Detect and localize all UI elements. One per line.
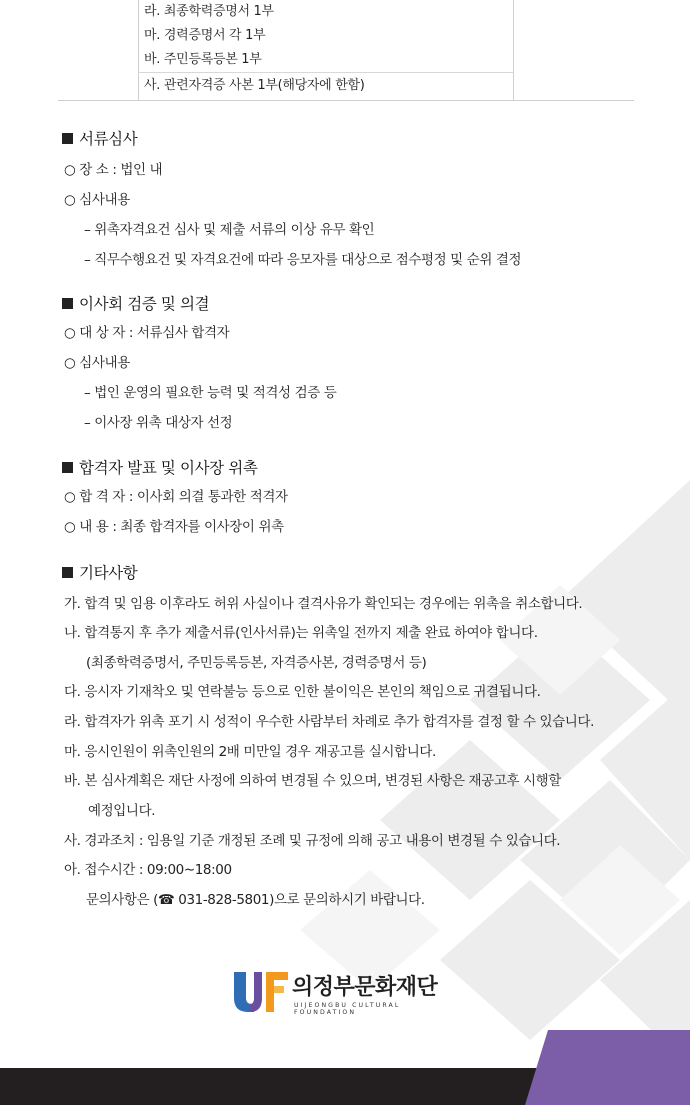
footer-bar: [0, 1068, 690, 1105]
etc-item: 나. 합격통지 후 추가 제출서류(인사서류)는 위촉일 전까지 제출 완료 하여야 합니다.: [64, 625, 538, 641]
etc-item: 바. 본 심사계획은 재단 사정에 의하여 변경될 수 있으며, 변경된 사항은 재공고후 시행할: [64, 773, 561, 789]
etc-item: 다. 응시자 기재착오 및 연락불능 등으로 인한 불이익은 본인의 책임으로 귀결됩니다.: [64, 684, 541, 700]
board-content-item: – 이사장 위촉 대상자 선정: [84, 415, 233, 431]
announce-content: ○ 내 용 : 최종 합격자를 이사장이 위촉: [64, 519, 284, 535]
announce-passers: ○ 합 격 자 : 이사회 의결 통과한 적격자: [64, 489, 288, 505]
board-content-heading: ○ 심사내용: [64, 355, 130, 371]
square-bullet-icon: [62, 462, 73, 473]
list-item: 마. 경력증명서 각 1부: [144, 28, 266, 43]
etc-item: 아. 접수시간 : 09:00∼18:00: [64, 862, 232, 878]
board-target: ○ 대 상 자 : 서류심사 합격자: [64, 325, 230, 341]
etc-item: 라. 합격자가 위촉 포기 시 성적이 우수한 사람부터 차례로 추가 합격자를 결정 할 수 있습니다.: [64, 714, 594, 730]
submission-documents-table: [58, 0, 634, 101]
foundation-english-name: UIJEONGBU CULTURAL FOUNDATION: [294, 1002, 401, 1016]
section-heading-announce: 합격자 발표 및 이사장 위촉: [62, 456, 257, 478]
foundation-logo-mark-icon: [232, 968, 290, 1014]
square-bullet-icon: [62, 298, 73, 309]
document-list-cell: [138, 0, 513, 100]
section-heading-review: 서류심사: [62, 127, 137, 149]
etc-item-note: (최종학력증명서, 주민등록등본, 자격증사본, 경력증명서 등): [86, 655, 427, 671]
foundation-name: 의정부문화재단: [292, 975, 438, 1000]
foundation-logo: [232, 968, 462, 1014]
etc-item: 사. 경과조치 : 임용일 기준 개정된 조례 및 규정에 의해 공고 내용이 변경될 수 있습니다.: [64, 833, 561, 849]
table-divider: [513, 0, 514, 100]
square-bullet-icon: [62, 567, 73, 578]
etc-item: 마. 응시인원이 위촉인원의 2배 미만일 경우 재공고를 실시합니다.: [64, 744, 436, 760]
section-heading-board: 이사회 검증 및 의결: [62, 292, 209, 314]
review-content-item: – 직무수행요건 및 자격요건에 따라 응모자를 대상으로 점수평정 및 순위 결정: [84, 252, 522, 268]
contact-info: 문의사항은 (☎ 031-828-5801)으로 문의하시기 바랍니다.: [86, 892, 425, 908]
square-bullet-icon: [62, 133, 73, 144]
review-content-heading: ○ 심사내용: [64, 192, 130, 208]
list-item: 라. 최종학력증명서 1부: [144, 4, 274, 19]
list-item: 바. 주민등록등본 1부: [144, 52, 262, 67]
list-item: 사. 관련자격증 사본 1부(해당자에 한함): [138, 72, 513, 100]
board-content-item: – 법인 운영의 필요한 능력 및 적격성 검증 등: [84, 385, 337, 401]
review-content-item: – 위촉자격요건 심사 및 제출 서류의 이상 유무 확인: [84, 222, 375, 238]
etc-item: 가. 합격 및 임용 이후라도 허위 사실이나 결격사유가 확인되는 경우에는 위촉을 취소합니다.: [64, 596, 583, 612]
etc-item-continued: 예정입니다.: [88, 803, 156, 819]
section-heading-etc: 기타사항: [62, 561, 137, 583]
review-place: ○ 장 소 : 법인 내: [64, 162, 163, 178]
